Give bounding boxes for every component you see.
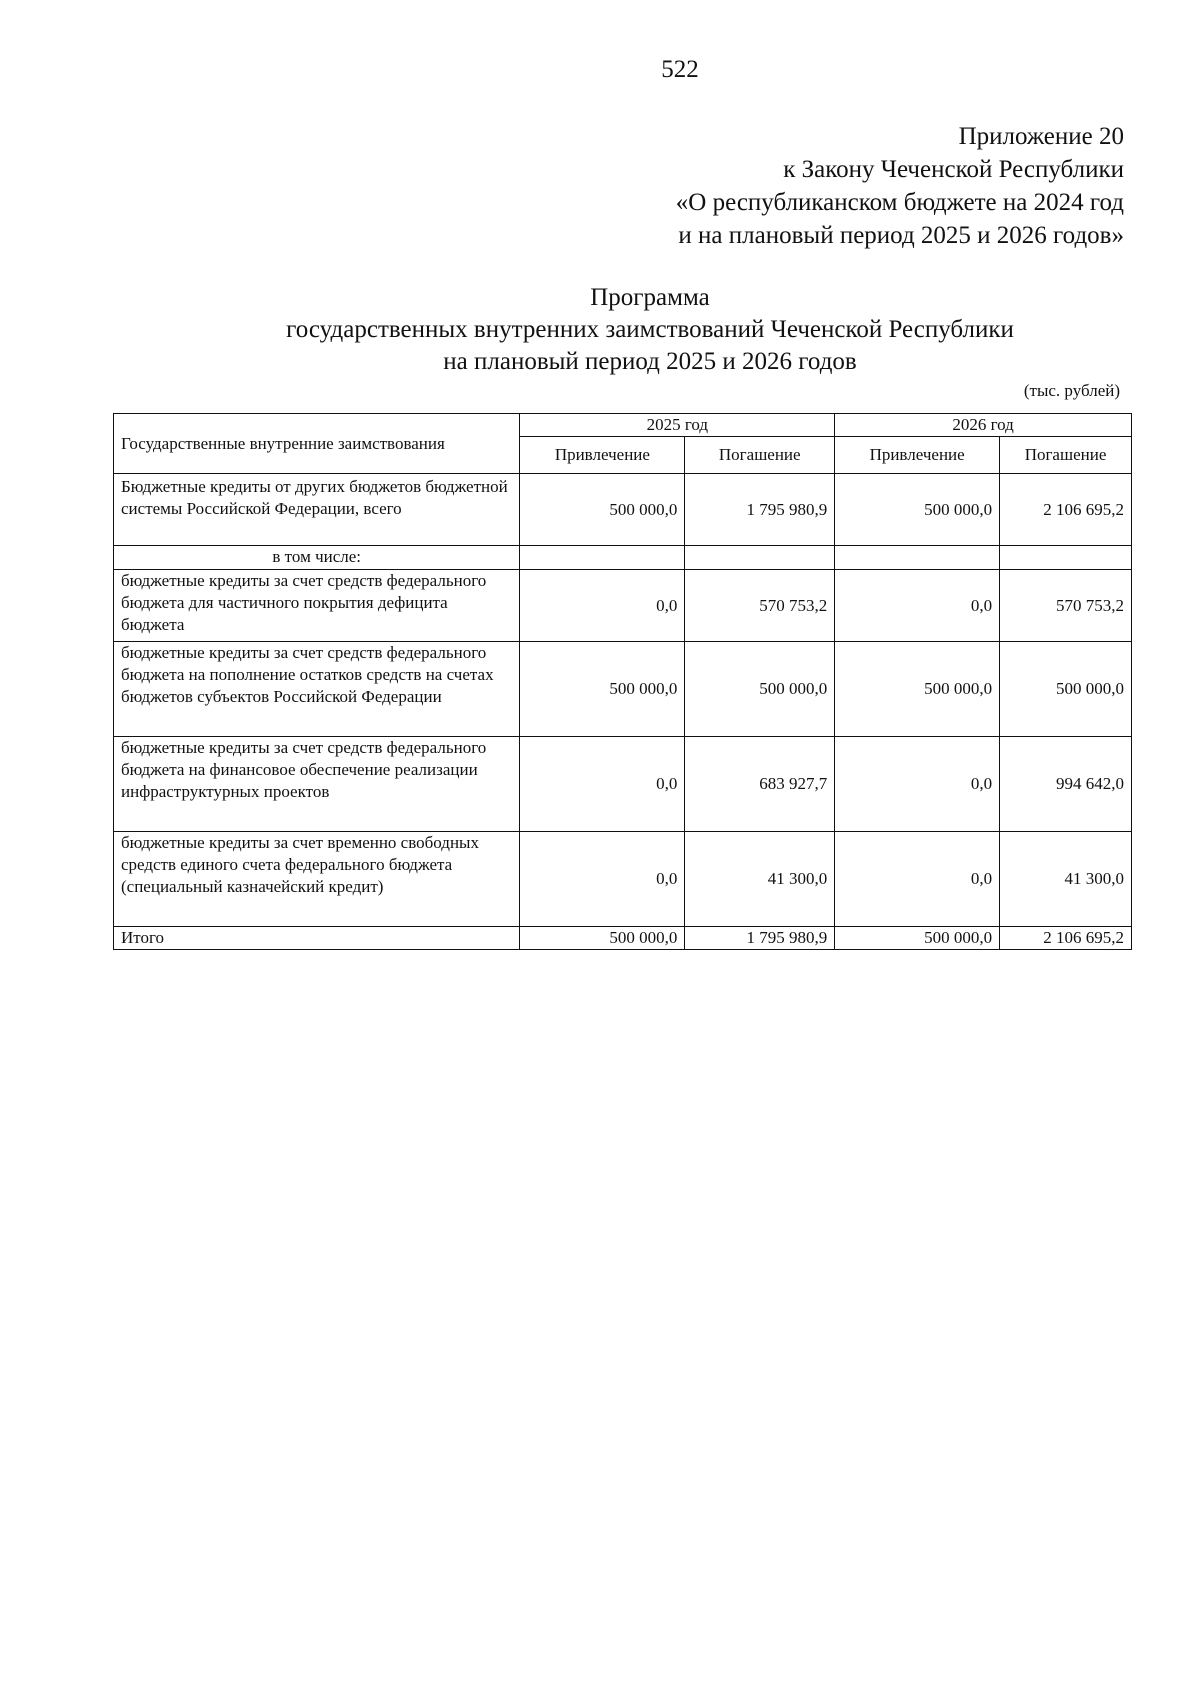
cell-repay-2026: 994 642,0 [1000,737,1132,832]
document-title [0,282,1200,378]
table-row [114,737,1132,832]
cell-repay-2026: 2 106 695,2 [1000,474,1132,546]
cell-raise-2025: 500 000,0 [520,927,685,950]
cell-raise-2026: 0,0 [835,737,1000,832]
cell-raise-2025: 0,0 [520,570,685,642]
title-line: Программа [590,284,710,311]
units-note: (тыс. рублей) [1023,381,1120,400]
cell-repay-2025: 500 000,0 [685,642,835,737]
table-row [114,642,1132,737]
cell-raise-2025: 500 000,0 [520,642,685,737]
cell-repay-2026 [1000,546,1132,570]
header-borrowings: Государственные внутренние заимствования [114,414,520,474]
cell-raise-2026: 500 000,0 [835,474,1000,546]
cell-raise-2025: 500 000,0 [520,474,685,546]
cell-repay-2025: 1 795 980,9 [685,474,835,546]
appendix-line: «О республиканском бюджете на 2024 год [675,189,1124,216]
cell-raise-2026: 500 000,0 [835,642,1000,737]
cell-repay-2026: 41 300,0 [1000,832,1132,927]
row-name: бюджетные кредиты за счет средств федерального бюджета на финансовое обеспечение реализации инфраструктурных проектов [114,737,520,832]
header-repay-2025: Погашение [685,437,835,474]
cell-repay-2026: 570 753,2 [1000,570,1132,642]
row-name: бюджетные кредиты за счет средств федерального бюджета для частичного покрытия дефицита бюджета [114,570,520,642]
row-name-total: Итого [114,927,520,950]
cell-raise-2025 [520,546,685,570]
table-row [114,546,1132,570]
cell-repay-2025: 1 795 980,9 [685,927,835,950]
cell-raise-2026 [835,546,1000,570]
page-number: 522 [661,56,699,83]
appendix-line: и на плановый период 2025 и 2026 годов» [678,222,1124,249]
cell-raise-2025: 0,0 [520,737,685,832]
cell-raise-2025: 0,0 [520,832,685,927]
cell-repay-2025 [685,546,835,570]
header-year-2025: 2025 год [520,414,835,437]
header-raise-2025: Привлечение [520,437,685,474]
table-row-total [114,927,1132,950]
cell-raise-2026: 0,0 [835,570,1000,642]
title-line: на плановый период 2025 и 2026 годов [443,348,857,375]
header-raise-2026: Привлечение [835,437,1000,474]
row-name: Бюджетные кредиты от других бюджетов бюджетной системы Российской Федерации, всего [114,474,520,546]
table-row [114,474,1132,546]
row-name: в том числе: [114,546,520,570]
table-row [114,832,1132,927]
row-name: бюджетные кредиты за счет средств федерального бюджета на пополнение остатков средств на счетах бюджетов субъектов Российской Федерации [114,642,520,737]
header-year-2026: 2026 год [835,414,1132,437]
cell-repay-2025: 570 753,2 [685,570,835,642]
table-row [114,570,1132,642]
cell-raise-2026: 500 000,0 [835,927,1000,950]
cell-repay-2026: 500 000,0 [1000,642,1132,737]
appendix-header [676,120,1124,252]
appendix-line: к Закону Чеченской Республики [783,156,1124,183]
borrowings-table [113,413,1132,950]
row-name: бюджетные кредиты за счет временно свободных средств единого счета федерального бюджета (специальный казначейский кредит) [114,832,520,927]
title-line: государственных внутренних заимствований Чеченской Республики [286,316,1014,343]
cell-raise-2026: 0,0 [835,832,1000,927]
header-repay-2026: Погашение [1000,437,1132,474]
appendix-line: Приложение 20 [958,123,1124,150]
cell-repay-2025: 683 927,7 [685,737,835,832]
cell-repay-2026: 2 106 695,2 [1000,927,1132,950]
cell-repay-2025: 41 300,0 [685,832,835,927]
